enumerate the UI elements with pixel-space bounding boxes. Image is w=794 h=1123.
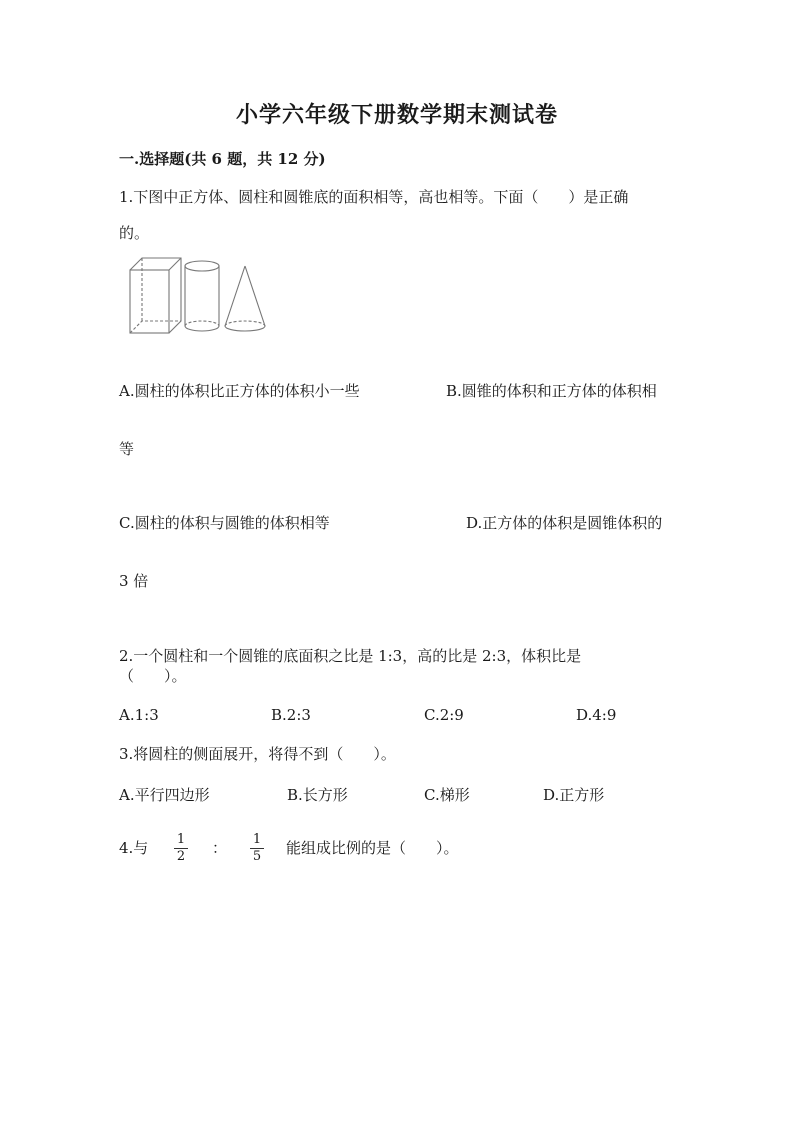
question-1-option-b-cont: 等 (119, 440, 135, 458)
question-3-option-b: B.长方形 (287, 786, 348, 804)
cylinder-shape (185, 261, 219, 331)
fraction-denominator: 5 (252, 849, 262, 864)
geometry-figure (128, 254, 268, 338)
question-1-option-d: D.正方体的体积是圆锥体积的 (466, 514, 663, 532)
question-3-option-a: A.平行四边形 (119, 786, 210, 804)
ratio-colon: ： (212, 839, 228, 857)
question-3-option-c: C.梯形 (424, 786, 470, 804)
fraction-one-half (174, 832, 188, 865)
question-1-text-cont: 的。 (119, 224, 150, 242)
question-3-text: 3.将圆柱的侧面展开，将得不到（ ）。 (119, 745, 396, 763)
fraction-denominator: 2 (176, 849, 186, 864)
page-title: 小学六年级下册数学期末测试卷 (235, 102, 558, 128)
question-1-option-c: C.圆柱的体积与圆锥的体积相等 (119, 514, 330, 532)
question-1-option-d-cont: 3 倍 (119, 572, 149, 590)
question-1-text: 1.下图中正方体、圆柱和圆锥底的面积相等，高也相等。下面（ ）是正确 (119, 188, 629, 206)
question-2-option-b: B.2:3 (271, 706, 311, 724)
question-2-option-c: C.2:9 (424, 706, 464, 724)
question-2-option-d: D.4:9 (576, 706, 617, 724)
cube-shape (130, 258, 181, 333)
fraction-numerator: 1 (250, 832, 264, 849)
question-2-option-a: A.1:3 (119, 706, 159, 724)
question-3-option-d: D.正方形 (543, 786, 605, 804)
question-1-option-a: A.圆柱的体积比正方体的体积小一些 (119, 382, 360, 400)
fraction-one-fifth (250, 832, 264, 865)
question-2-text-cont: （ ）。 (119, 667, 187, 685)
question-4-text: 能组成比例的是（ ）。 (286, 839, 459, 857)
cone-shape (225, 266, 265, 331)
question-1-option-b: B.圆锥的体积和正方体的体积相 (446, 382, 657, 400)
section-heading: 一.选择题(共 6 题，共 12 分) (119, 150, 326, 168)
question-4-prefix: 4.与 (119, 839, 149, 857)
question-2-text: 2.一个圆柱和一个圆锥的底面积之比是 1:3，高的比是 2:3，体积比是 (119, 647, 582, 665)
fraction-numerator: 1 (174, 832, 188, 849)
